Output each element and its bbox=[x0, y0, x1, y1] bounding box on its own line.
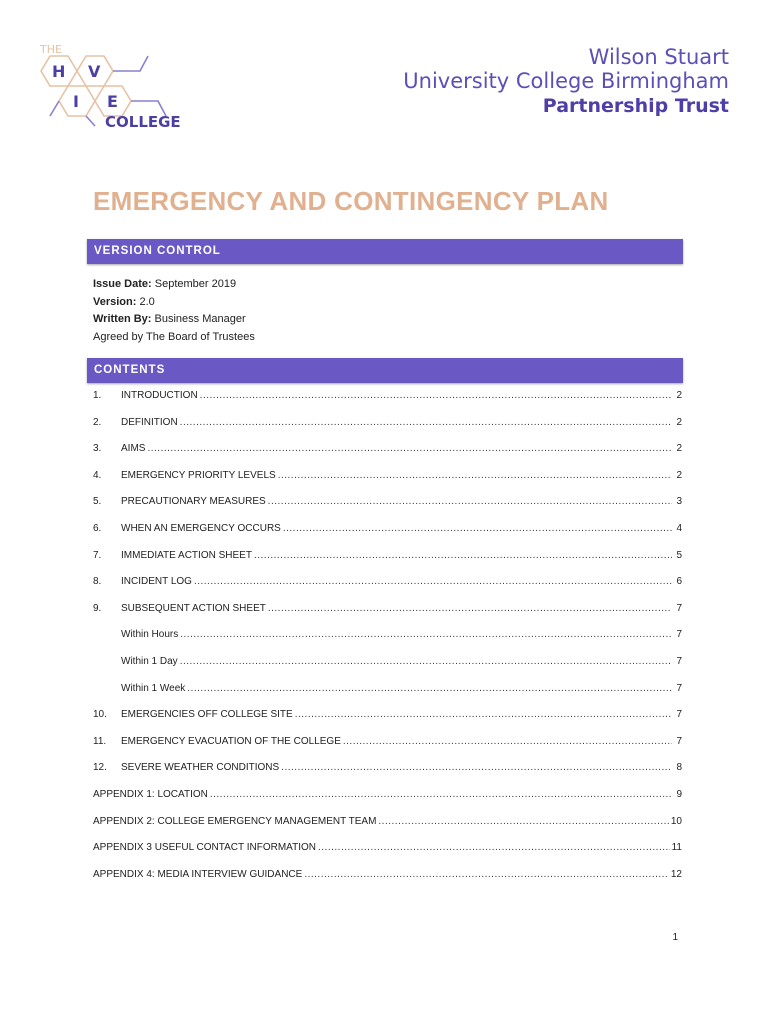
toc-entry-page: 7 bbox=[676, 602, 682, 614]
toc-entry-number: 11. bbox=[93, 735, 107, 747]
toc-entry-label: DEFINITION bbox=[121, 416, 178, 428]
toc-entry-page: 9 bbox=[676, 789, 682, 800]
toc-entry-page: 2 bbox=[676, 443, 682, 455]
toc-entry-page: 3 bbox=[676, 496, 682, 508]
toc-entry-number: 2. bbox=[93, 416, 102, 428]
logo-letter-h: H bbox=[52, 62, 66, 81]
toc-entry-page: 7 bbox=[676, 735, 682, 747]
toc-entry-label: Within 1 Day bbox=[121, 656, 178, 667]
toc-entry-leader bbox=[210, 787, 672, 803]
toc-entry[interactable] bbox=[93, 681, 682, 697]
toc-entry-number: 5. bbox=[93, 496, 102, 508]
logo-letter-i: I bbox=[73, 92, 79, 111]
toc-entry-label: IMMEDIATE ACTION SHEET bbox=[121, 549, 252, 561]
toc-entry-page: 7 bbox=[676, 656, 682, 667]
toc-entry-label: Within Hours bbox=[121, 629, 179, 641]
toc-entry-leader bbox=[200, 388, 672, 404]
toc-entry-leader bbox=[268, 494, 672, 510]
toc-entry-label: SUBSEQUENT ACTION SHEET bbox=[121, 602, 266, 614]
toc-entry-label: EMERGENCIES OFF COLLEGE SITE bbox=[121, 709, 293, 721]
toc-entry-page: 6 bbox=[676, 576, 682, 588]
version-label: Version: bbox=[93, 295, 137, 308]
trust-line-3: Partnership Trust bbox=[542, 95, 729, 117]
toc-entry[interactable] bbox=[93, 787, 682, 803]
toc-entry-number: 9. bbox=[93, 602, 102, 614]
toc-entry-number: 8. bbox=[93, 576, 102, 588]
toc-entry[interactable] bbox=[93, 734, 682, 750]
toc-entry-number: 6. bbox=[93, 523, 102, 534]
toc-entry-page: 11 bbox=[671, 842, 682, 854]
toc-entry[interactable] bbox=[93, 654, 682, 670]
toc-entry-page: 5 bbox=[676, 549, 682, 561]
toc-entry-label: WHEN AN EMERGENCY OCCURS bbox=[121, 523, 281, 534]
toc-entry-page: 2 bbox=[676, 416, 682, 428]
version-value: 2.0 bbox=[139, 295, 155, 308]
toc-entry[interactable] bbox=[93, 521, 682, 537]
toc-entry[interactable] bbox=[93, 627, 682, 643]
logo-college-text: COLLEGE bbox=[105, 113, 181, 131]
toc-entry-leader bbox=[180, 415, 672, 431]
toc-entry-leader bbox=[254, 548, 672, 564]
toc-entry-number: 4. bbox=[93, 469, 102, 481]
toc-entry-leader bbox=[304, 867, 669, 883]
toc-entry-label: SEVERE WEATHER CONDITIONS bbox=[121, 762, 280, 774]
toc-entry-label: AIMS bbox=[121, 443, 146, 455]
document-title: EMERGENCY AND CONTINGENCY PLAN bbox=[93, 186, 609, 216]
toc-entry-page: 2 bbox=[676, 390, 682, 401]
toc-entry-leader bbox=[268, 601, 672, 617]
toc-entry-page: 4 bbox=[676, 523, 682, 534]
toc-entry[interactable] bbox=[93, 601, 682, 617]
toc-entry-leader bbox=[187, 681, 672, 697]
toc-entry-number: 3. bbox=[93, 443, 102, 455]
toc-entry-label: EMERGENCY EVACUATION OF THE COLLEGE bbox=[121, 735, 341, 747]
toc-entry-label: APPENDIX 3 USEFUL CONTACT INFORMATION bbox=[93, 842, 316, 854]
toc-entry-leader bbox=[318, 840, 670, 856]
toc-entry-leader bbox=[378, 814, 668, 830]
toc-entry-label: APPENDIX 2: COLLEGE EMERGENCY MANAGEMENT TEAM bbox=[93, 815, 377, 827]
toc-entry-leader bbox=[295, 707, 672, 723]
toc-entry-number: 7. bbox=[93, 549, 102, 561]
issue-date-line bbox=[93, 276, 255, 294]
toc-entry-leader bbox=[194, 574, 672, 590]
toc-entry[interactable] bbox=[93, 548, 682, 564]
issue-date-value: September 2019 bbox=[154, 278, 237, 290]
toc-entry-page: 2 bbox=[676, 469, 682, 481]
version-control-details bbox=[93, 276, 255, 346]
toc-entry[interactable] bbox=[93, 760, 682, 776]
toc-entry-number: 10. bbox=[93, 709, 107, 721]
contents-heading: CONTENTS bbox=[87, 358, 683, 383]
toc-entry-label: INTRODUCTION bbox=[121, 390, 198, 401]
toc-entry-leader bbox=[343, 734, 672, 750]
toc-entry[interactable] bbox=[93, 468, 682, 484]
toc-entry[interactable] bbox=[93, 494, 682, 510]
logo-the-text: THE bbox=[40, 43, 62, 56]
toc-entry-page: 7 bbox=[676, 629, 682, 641]
toc-entry-number: 12. bbox=[93, 762, 107, 774]
toc-entry-label: APPENDIX 4: MEDIA INTERVIEW GUIDANCE bbox=[93, 868, 303, 880]
written-by-label: Written By: bbox=[93, 313, 152, 325]
agreed-by-line: Agreed by The Board of Trustees bbox=[93, 330, 255, 343]
toc-entry[interactable] bbox=[93, 814, 682, 830]
toc-entry-leader bbox=[147, 441, 672, 457]
trust-line-1: Wilson Stuart bbox=[588, 45, 729, 69]
toc-entry-leader bbox=[278, 468, 672, 484]
hive-logo-graphic bbox=[30, 38, 200, 133]
trust-header bbox=[403, 45, 729, 119]
toc-entry-page: 8 bbox=[676, 762, 682, 774]
toc-entry-leader bbox=[281, 760, 672, 776]
toc-entry-page: 7 bbox=[676, 682, 682, 694]
toc-entry[interactable] bbox=[93, 867, 682, 883]
issue-date-label: Issue Date: bbox=[93, 278, 152, 290]
logo-letter-e: E bbox=[107, 92, 118, 111]
toc-entry[interactable] bbox=[93, 574, 682, 590]
toc-entry[interactable] bbox=[93, 707, 682, 723]
toc-entry-leader bbox=[180, 627, 672, 643]
toc-entry-label: APPENDIX 1: LOCATION bbox=[93, 789, 208, 800]
written-by-line bbox=[93, 311, 255, 329]
toc-entry-page: 7 bbox=[676, 709, 682, 721]
toc-entry-page: 10 bbox=[670, 815, 682, 827]
toc-entry-label: PRECAUTIONARY MEASURES bbox=[121, 496, 266, 508]
toc-entry-label: Within 1 Week bbox=[121, 682, 186, 694]
toc-entry-label: EMERGENCY PRIORITY LEVELS bbox=[121, 469, 276, 481]
toc-entry[interactable] bbox=[93, 388, 682, 404]
toc-entry[interactable] bbox=[93, 441, 682, 457]
toc-entry-number: 1. bbox=[93, 390, 102, 401]
version-line bbox=[93, 294, 255, 312]
toc-entry-leader bbox=[180, 654, 672, 670]
version-control-heading: VERSION CONTROL bbox=[87, 239, 683, 264]
logo-letter-v: V bbox=[88, 62, 101, 81]
trust-line-2: University College Birmingham bbox=[403, 69, 729, 93]
toc-entry[interactable] bbox=[93, 840, 682, 856]
toc-entry-label: INCIDENT LOG bbox=[121, 576, 192, 588]
hive-college-logo bbox=[30, 38, 200, 133]
page-number: 1 bbox=[672, 932, 678, 943]
toc-entry[interactable] bbox=[93, 415, 682, 431]
toc-entry-leader bbox=[283, 521, 672, 537]
written-by-value: Business Manager bbox=[154, 313, 246, 325]
toc-entry-page: 12 bbox=[670, 868, 682, 880]
